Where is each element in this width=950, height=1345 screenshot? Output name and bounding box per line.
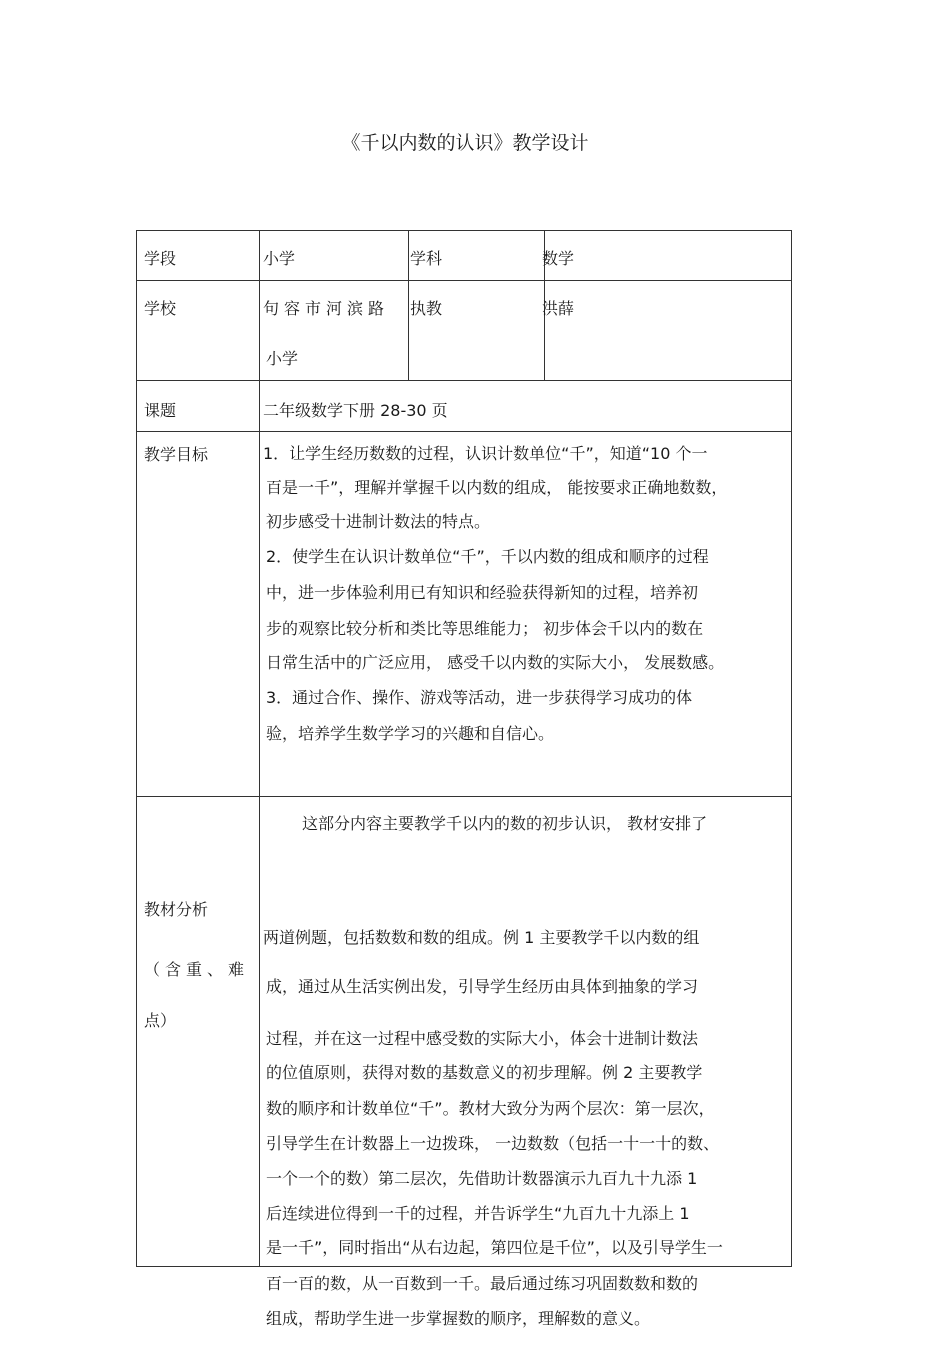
- subject-label: 学科: [410, 249, 443, 268]
- page-title: 《千以内数的认识》教学设计: [341, 132, 589, 154]
- topic-value: 二年级数学下册 28-30 页: [263, 401, 448, 420]
- objectives-line: 2．使学生在认识计数单位“千”，千以内数的组成和顺序的过程: [266, 547, 709, 566]
- subject-value: 数学: [542, 249, 575, 268]
- analysis-line: 是一千”，同时指出“从右边起，第四位是千位”，以及引导学生一: [266, 1238, 723, 1257]
- analysis-label-line3: 点）: [144, 1011, 177, 1030]
- table-divider: [259, 230, 260, 1266]
- teacher-label: 执教: [410, 299, 443, 318]
- table-border-bottom: [136, 1266, 792, 1267]
- analysis-line: 组成，帮助学生进一步掌握数的顺序，理解数的意义。: [266, 1309, 651, 1328]
- table-divider: [136, 431, 792, 432]
- stage-value: 小学: [263, 249, 296, 268]
- analysis-line: 百一百的数，从一百数到一千。最后通过练习巩固数数和数的: [266, 1274, 699, 1293]
- objectives-line: 初步感受十进制计数法的特点。: [266, 512, 491, 531]
- table-divider: [136, 280, 792, 281]
- teacher-value: 洪薛: [542, 299, 575, 318]
- objectives-line: 验，培养学生数学学习的兴趣和自信心。: [266, 724, 555, 743]
- topic-label: 课题: [144, 401, 177, 420]
- objectives-line: 1．让学生经历数数的过程，认识计数单位“千”，知道“10 个一: [263, 444, 708, 463]
- analysis-line: 数的顺序和计数单位“千”。教材大致分为两个层次：第一层次，: [266, 1099, 715, 1118]
- analysis-line: 一个一个的数）第二层次，先借助计数器演示九百九十九添 1: [266, 1169, 698, 1188]
- analysis-line: 的位值原则，获得对数的基数意义的初步理解。例 2 主要教学: [266, 1063, 703, 1082]
- analysis-line: 过程，并在这一过程中感受数的实际大小，体会十进制计数法: [266, 1029, 699, 1048]
- table-border-top: [136, 230, 792, 231]
- analysis-line: 成，通过从生活实例出发，引导学生经历由具体到抽象的学习: [266, 977, 699, 996]
- objectives-line: 步的观察比较分析和类比等思维能力； 初步体会千以内的数在: [266, 619, 704, 638]
- analysis-label-line1: 教材分析: [144, 900, 209, 919]
- analysis-line: 引导学生在计数器上一边拨珠， 一边数数（包括一十一十的数、: [266, 1134, 720, 1153]
- stage-label: 学段: [144, 249, 177, 268]
- analysis-line: 这部分内容主要教学千以内的数的初步认识， 教材安排了: [302, 814, 708, 833]
- analysis-label-line2: （含重、难: [144, 960, 250, 979]
- school-value-line2: 小学: [266, 349, 299, 368]
- table-border-right: [791, 230, 792, 1266]
- analysis-line: 两道例题，包括数数和数的组成。例 1 主要教学千以内数的组: [263, 928, 700, 947]
- table-border-left: [136, 230, 137, 1266]
- objectives-line: 日常生活中的广泛应用， 感受千以内数的实际大小， 发展数感。: [266, 653, 725, 672]
- table-divider: [136, 796, 792, 797]
- school-value-line1: 句容市河滨路: [263, 299, 390, 318]
- objectives-line: 3．通过合作、操作、游戏等活动，进一步获得学习成功的体: [266, 688, 693, 707]
- table-divider: [408, 230, 409, 380]
- objectives-line: 中，进一步体验利用已有知识和经验获得新知的过程，培养初: [266, 583, 699, 602]
- objectives-label: 教学目标: [144, 445, 209, 464]
- school-label: 学校: [144, 299, 177, 318]
- objectives-line: 百是一千”，理解并掌握千以内数的组成， 能按要求正确地数数，: [266, 478, 728, 497]
- analysis-line: 后连续进位得到一千的过程，并告诉学生“九百九十九添上 1: [266, 1204, 690, 1223]
- table-divider: [136, 380, 792, 381]
